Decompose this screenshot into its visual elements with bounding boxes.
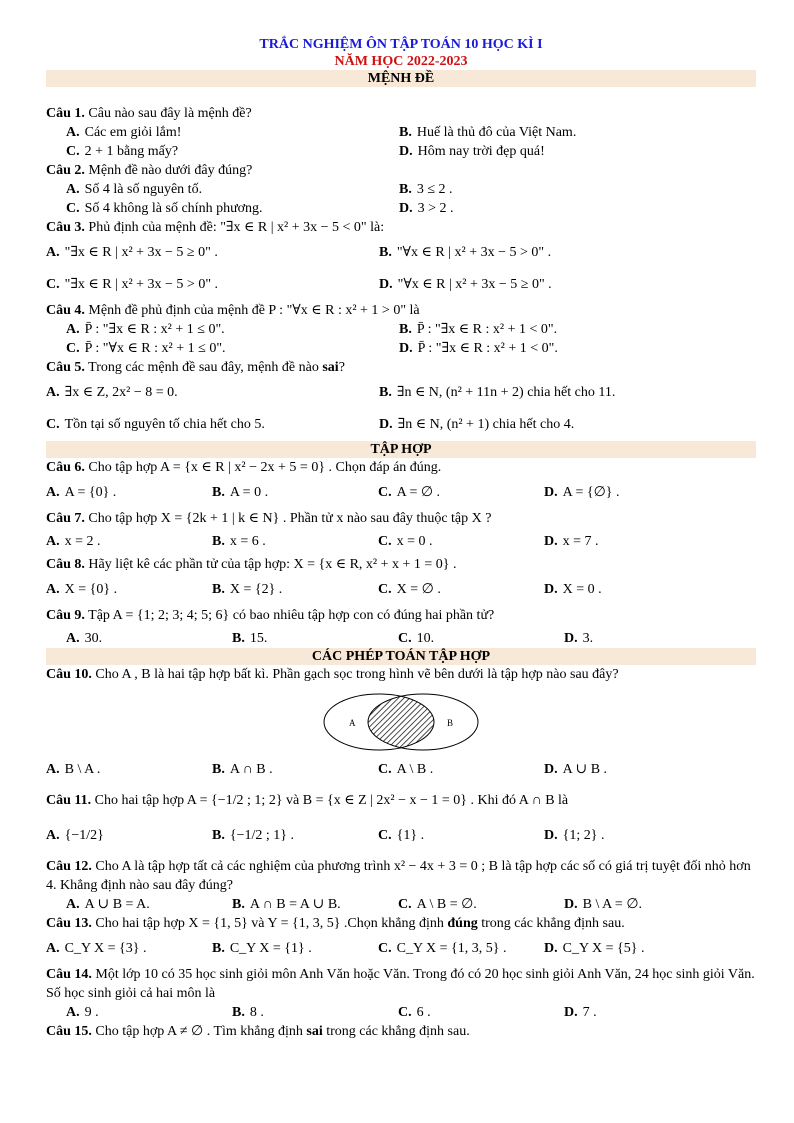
option-d[interactable]: D. B \ A = ∅.: [564, 897, 643, 912]
question-text: Một lớp 10 có 35 học sinh giỏi môn Anh Văn hoặc Văn. Trong đó có 20 học sinh giỏi Anh Văn, 24 học sinh giỏi Văn. Số học sinh giỏi cả hai môn là: [46, 967, 755, 1001]
option-d[interactable]: D. P̄ : "∃x ∈ R : x² + 1 < 0".: [399, 341, 558, 356]
option-b[interactable]: B. 15.: [232, 631, 268, 646]
question-number: Câu 4.: [46, 303, 85, 318]
option-c[interactable]: C. 10.: [398, 631, 435, 646]
document-title: TRẮC NGHIỆM ÔN TẬP TOÁN 10 HỌC KÌ I: [259, 37, 543, 52]
option-c[interactable]: C. "∃x ∈ R | x² + 3x − 5 > 0" .: [46, 277, 219, 292]
option-b[interactable]: B. x = 6 .: [212, 534, 266, 549]
option-c[interactable]: C. A = ∅ .: [378, 485, 441, 500]
school-year: NĂM HỌC 2022-2023: [334, 54, 468, 69]
option-a[interactable]: A. A = {0} .: [46, 485, 117, 500]
question-number: Câu 6.: [46, 460, 85, 475]
option-b[interactable]: B. P̄ : "∃x ∈ R : x² + 1 < 0".: [399, 322, 558, 337]
question: [46, 218, 756, 237]
question-text: Cho A là tập hợp tất cả các nghiệm của phương trình x² − 4x + 3 = 0 ; B là tập hợp các số có giá trị tuyệt đối nhỏ hơn 4. Khẳng định nào sau đây đúng?: [46, 859, 751, 893]
question: Câu 15. Cho tập hợp A ≠ ∅ . Tìm khẳng định sai trong các khẳng định sau.: [46, 1024, 470, 1039]
question: [46, 458, 756, 477]
option-d[interactable]: D. Hôm nay trời đẹp quá!: [399, 144, 545, 159]
option-b[interactable]: B. "∀x ∈ R | x² + 3x − 5 > 0" .: [379, 245, 552, 260]
option-a[interactable]: A. Số 4 là số nguyên tố.: [66, 182, 203, 197]
options-row: [46, 528, 756, 555]
option-d[interactable]: D. C_Y X = {5} .: [544, 941, 645, 956]
question: [46, 555, 756, 574]
option-b[interactable]: B. A ∩ B .: [212, 762, 273, 777]
venn-diagram: [46, 690, 756, 754]
document-page: [46, 36, 756, 1041]
question-number: Câu 2.: [46, 163, 85, 178]
question-number: Câu 1.: [46, 106, 85, 121]
question-number: Câu 14.: [46, 967, 92, 982]
options-row: [46, 320, 756, 339]
option-a[interactable]: A. x = 2 .: [46, 534, 101, 549]
option-b[interactable]: B. Huế là thủ đô của Việt Nam.: [399, 125, 577, 140]
options-row: [46, 199, 756, 218]
options-row: [46, 625, 756, 648]
options-row: [46, 269, 756, 301]
option-a[interactable]: A. B \ A .: [46, 762, 101, 777]
question-number: Câu 3.: [46, 220, 85, 235]
option-a[interactable]: A. 9 .: [66, 1005, 99, 1020]
question: [46, 301, 756, 320]
question-number: Câu 8.: [46, 557, 85, 572]
question-text: Cho hai tập hợp X = {1, 5} và Y = {1, 3, 5} .Chọn khẳng định: [95, 916, 448, 931]
question: [46, 665, 756, 684]
question-text: Mệnh đề phủ định của mệnh đề P : "∀x ∈ R : x² + 1 > 0" là: [88, 303, 420, 318]
question-text: Cho tập hợp A = {x ∈ R | x² − 2x + 5 = 0} . Chọn đáp án đúng.: [88, 460, 442, 475]
option-d[interactable]: D. 3 > 2 .: [399, 201, 454, 216]
option-d[interactable]: D. X = 0 .: [544, 582, 602, 597]
option-a[interactable]: A. ∃x ∈ Z, 2x² − 8 = 0.: [46, 385, 178, 400]
option-b[interactable]: B. 8 .: [232, 1005, 264, 1020]
option-a[interactable]: A. 30.: [66, 631, 103, 646]
question: [46, 509, 756, 528]
option-c[interactable]: C. Số 4 không là số chính phương.: [66, 201, 263, 216]
question-number: Câu 5.: [46, 360, 85, 375]
question-text: Câu nào sau đây là mệnh đề?: [88, 106, 252, 121]
question-text: Mệnh đề nào dưới đây đúng?: [88, 163, 253, 178]
options-row: [46, 818, 756, 857]
option-a[interactable]: A. C_Y X = {3} .: [46, 941, 147, 956]
option-b[interactable]: B. A ∩ B = A ∪ B.: [232, 897, 341, 912]
option-b[interactable]: B. ∃n ∈ N, (n² + 11n + 2) chia hết cho 11.: [379, 385, 616, 400]
options-row: [46, 339, 756, 358]
option-b[interactable]: B. 3 ≤ 2 .: [399, 182, 453, 197]
option-b[interactable]: B. A = 0 .: [212, 485, 269, 500]
option-d[interactable]: D. 3.: [564, 631, 594, 646]
option-b[interactable]: B. X = {2} .: [212, 582, 283, 597]
option-c[interactable]: C. x = 0 .: [378, 534, 433, 549]
question-text: Cho hai tập hợp A = {−1/2 ; 1; 2} và B = {x ∈ Z | 2x² − x − 1 = 0} . Khi đó A ∩ B là: [94, 793, 569, 808]
question-emphasis: sai: [322, 360, 339, 375]
option-c[interactable]: C. P̄ : "∀x ∈ R : x² + 1 ≤ 0".: [66, 341, 226, 356]
options-row: [46, 574, 756, 606]
options-row: [46, 409, 756, 441]
options-row: [46, 895, 756, 914]
section-heading: CÁC PHÉP TOÁN TẬP HỢP: [46, 648, 756, 665]
section-heading: MỆNH ĐỀ: [46, 70, 756, 87]
question-number: Câu 7.: [46, 511, 85, 526]
question-text: Trong các mệnh đề sau đây, mệnh đề nào: [88, 360, 323, 375]
question-number: Câu 9.: [46, 608, 85, 623]
option-a[interactable]: A. P̄ : "∃x ∈ R : x² + 1 ≤ 0".: [66, 322, 225, 337]
option-d[interactable]: D. "∀x ∈ R | x² + 3x − 5 ≥ 0" .: [379, 277, 552, 292]
option-c[interactable]: C. A \ B = ∅.: [398, 897, 477, 912]
question: [46, 783, 756, 818]
options-row: [46, 1003, 756, 1022]
set-a-label: A: [349, 718, 356, 728]
option-d[interactable]: D. 7 .: [564, 1005, 597, 1020]
option-c[interactable]: C. {1} .: [378, 828, 425, 843]
question: [46, 161, 756, 180]
option-a[interactable]: A. {−1/2}: [46, 828, 104, 843]
question: Câu 13. Cho hai tập hợp X = {1, 5} và Y = {1, 3, 5} .Chọn khẳng định đúng trong các khẳng định sau.: [46, 916, 625, 931]
options-row: [46, 123, 756, 142]
question-number: Câu 11.: [46, 793, 92, 808]
option-b[interactable]: B. C_Y X = {1} .: [212, 941, 312, 956]
question-number: Câu 13.: [46, 916, 92, 931]
option-c[interactable]: C. Tồn tại số nguyên tố chia hết cho 5.: [46, 417, 265, 432]
section-heading: TẬP HỢP: [46, 441, 756, 458]
options-row: [46, 142, 756, 161]
options-row: [46, 237, 756, 269]
option-c[interactable]: C. C_Y X = {1, 3, 5} .: [378, 941, 507, 956]
option-a[interactable]: A. Các em giỏi lắm!: [66, 125, 182, 140]
question-text: Cho tập hợp A ≠ ∅ . Tìm khẳng định: [95, 1024, 307, 1039]
option-d[interactable]: D. A ∪ B .: [544, 762, 608, 777]
option-c[interactable]: C. 6 .: [398, 1005, 431, 1020]
options-row: [46, 477, 756, 509]
options-row: [46, 180, 756, 199]
options-row: [46, 758, 756, 783]
option-a[interactable]: A. "∃x ∈ R | x² + 3x − 5 ≥ 0" .: [46, 245, 218, 260]
question-number: Câu 10.: [46, 667, 92, 682]
option-a[interactable]: A. A ∪ B = A.: [66, 897, 150, 912]
options-row: [46, 377, 756, 409]
set-b-label: B: [447, 718, 454, 728]
question-text: Tập A = {1; 2; 3; 4; 5; 6} có bao nhiêu tập hợp con có đúng hai phần tử?: [88, 608, 495, 623]
option-c[interactable]: C. 2 + 1 bằng mấy?: [66, 144, 179, 159]
option-d[interactable]: D. A = {∅} .: [544, 485, 620, 500]
question-text: Cho tập hợp X = {2k + 1 | k ∈ N} . Phần tử x nào sau đây thuộc tập X ?: [88, 511, 492, 526]
option-d[interactable]: D. ∃n ∈ N, (n² + 1) chia hết cho 4.: [379, 417, 575, 432]
question-text: Hãy liệt kê các phần tử của tập hợp: X = {x ∈ R, x² + x + 1 = 0} .: [88, 557, 457, 572]
question: Câu 5. Trong các mệnh đề sau đây, mệnh đề nào sai?: [46, 360, 345, 375]
option-b[interactable]: B. {−1/2 ; 1} .: [212, 828, 294, 843]
question: [46, 857, 756, 895]
question-number: Câu 15.: [46, 1024, 92, 1039]
option-c[interactable]: C. X = ∅ .: [378, 582, 441, 597]
option-d[interactable]: D. x = 7 .: [544, 534, 599, 549]
option-a[interactable]: A. X = {0} .: [46, 582, 118, 597]
question-emphasis: sai: [306, 1024, 323, 1039]
options-row: [46, 933, 756, 965]
question: [46, 104, 756, 123]
question-number: Câu 12.: [46, 859, 92, 874]
question: [46, 965, 756, 1003]
question-text: Cho A , B là hai tập hợp bất kì. Phần gạch sọc trong hình vẽ bên dưới là tập hợp nào sau đây?: [95, 667, 619, 682]
option-c[interactable]: C. A \ B .: [378, 762, 434, 777]
venn-diagram-svg: [321, 690, 481, 754]
question: [46, 606, 756, 625]
option-d[interactable]: D. {1; 2} .: [544, 828, 605, 843]
question-text: Phủ định của mệnh đề: "∃x ∈ R | x² + 3x − 5 < 0" là:: [88, 220, 385, 235]
question-emphasis: đúng: [447, 916, 478, 931]
